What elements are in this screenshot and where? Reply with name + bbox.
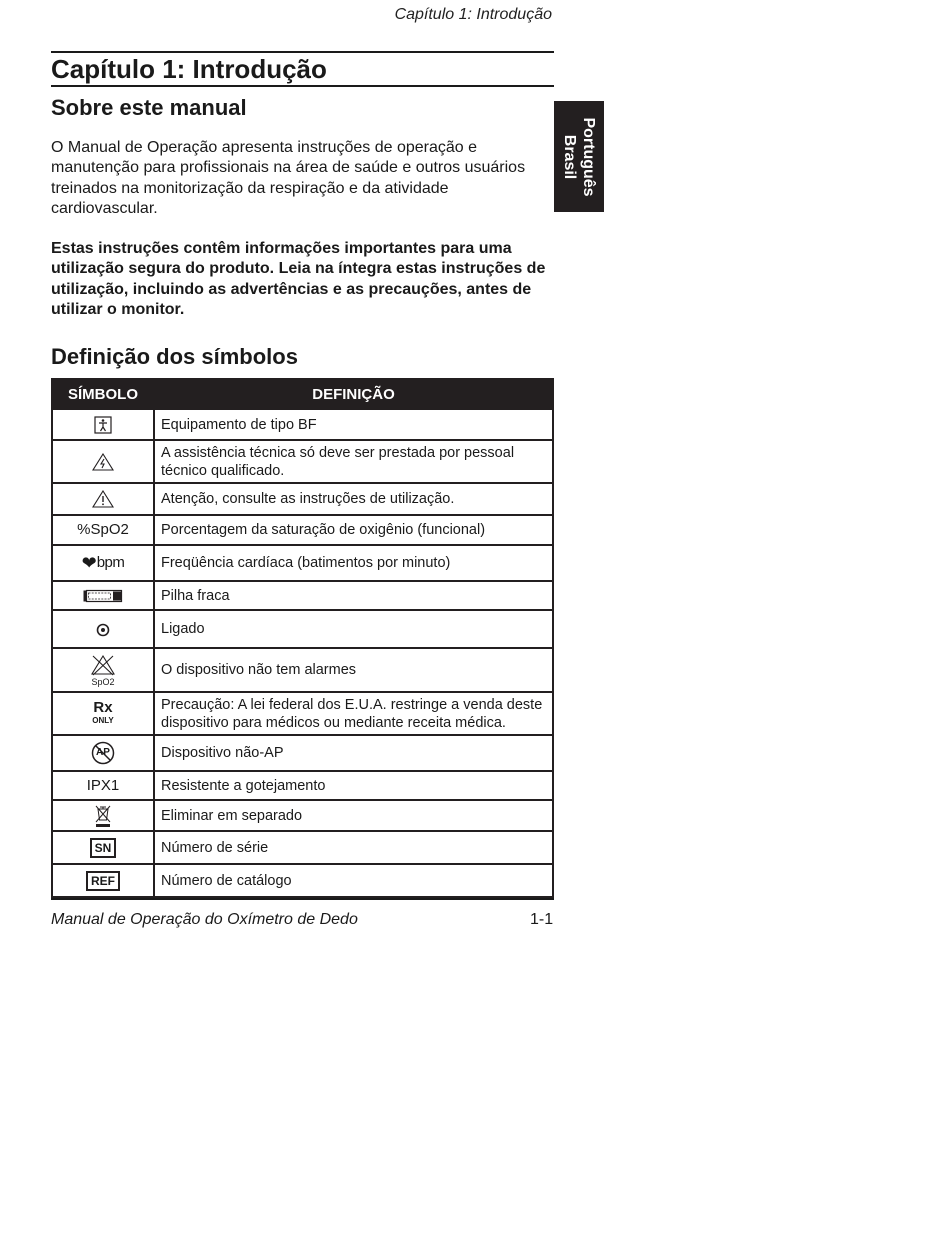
- table-row: [52, 648, 553, 692]
- weee-bin-icon: [94, 804, 112, 828]
- table-row: [52, 831, 553, 864]
- low-battery-icon: [83, 589, 123, 603]
- definition-cell: A assistência técnica só deve ser prestada por pessoal técnico qualificado.: [154, 440, 553, 483]
- table-row: [52, 771, 553, 800]
- symbol-cell: [52, 440, 154, 483]
- caution-icon: [92, 490, 114, 508]
- running-header: Capítulo 1: Introdução: [394, 6, 552, 23]
- definition-cell: O dispositivo não tem alarmes: [154, 648, 553, 692]
- definition-cell: Equipamento de tipo BF: [154, 409, 553, 440]
- symbol-cell: [52, 545, 154, 581]
- definition-cell: Freqüência cardíaca (batimentos por minuto): [154, 545, 553, 581]
- heart-bpm-icon: ❤bpm: [81, 553, 125, 574]
- definition-cell: Pilha fraca: [154, 581, 553, 610]
- table-row: [52, 545, 553, 581]
- serial-number-label: SN: [94, 840, 112, 855]
- table-row: [52, 581, 553, 610]
- language-tab-line2: Brasil: [561, 134, 578, 179]
- footer-title: Manual de Operação do Oxímetro de Dedo: [51, 911, 358, 928]
- bpm-label: bpm: [96, 554, 125, 572]
- symbol-cell: [52, 771, 154, 800]
- symbol-cell: [52, 735, 154, 771]
- language-tab: [554, 101, 604, 212]
- symbols-section-title: Definição dos símbolos: [51, 344, 298, 370]
- no-alarm-icon: [53, 654, 153, 687]
- definition-cell: Dispositivo não-AP: [154, 735, 553, 771]
- definition-cell: Atenção, consulte as instruções de utilização.: [154, 483, 553, 515]
- spo2-symbol: %SpO2: [77, 521, 129, 539]
- definition-cell: Resistente a gotejamento: [154, 771, 553, 800]
- rx-label: Rx: [93, 698, 113, 716]
- no-alarm-spo2-label: SpO2: [91, 676, 115, 687]
- type-bf-icon: [94, 416, 112, 434]
- symbol-cell: [52, 648, 154, 692]
- symbol-cell: [52, 515, 154, 545]
- column-header-definition: DEFINIÇÃO: [154, 379, 553, 409]
- symbol-cell: [52, 800, 154, 831]
- language-tab-line1: Português: [580, 116, 597, 197]
- table-row: [52, 864, 553, 897]
- page-number: 1-1: [530, 911, 554, 928]
- catalog-ref-label: REF: [91, 873, 115, 888]
- table-row: [52, 610, 553, 648]
- definition-cell: Porcentagem da saturação de oxigênio (funcional): [154, 515, 553, 545]
- chapter-title: Capítulo 1: Introdução: [51, 51, 554, 87]
- symbols-table: [51, 378, 554, 898]
- table-row: [52, 692, 553, 735]
- symbol-cell: [52, 864, 154, 897]
- electric-warning-icon: [92, 453, 114, 471]
- about-section-title: Sobre este manual: [51, 95, 247, 120]
- symbol-cell: [52, 831, 154, 864]
- rx-only-label: ONLY: [92, 715, 114, 725]
- about-paragraph: O Manual de Operação apresenta instruções de operação e manutenção para profissionais na área de saúde e outros usuários treinados na monitorização da respiração e da atividade cardiovascular.: [51, 139, 526, 217]
- table-row: [52, 483, 553, 515]
- catalog-ref-icon: [86, 871, 120, 891]
- non-ap-label: AP: [96, 747, 110, 759]
- symbols-table-header: [52, 379, 553, 409]
- table-row: [52, 800, 553, 831]
- footer-rule: [51, 898, 554, 900]
- page-content: [51, 51, 554, 898]
- definition-cell: Eliminar em separado: [154, 800, 553, 831]
- table-row: [52, 409, 553, 440]
- symbol-cell: [52, 409, 154, 440]
- safety-warning-paragraph: Estas instruções contêm informações importantes para uma utilização segura do produto. Leia na íntegra estas instruções de utilização, incluindo as advertências e as precauções, antes de utilizar o monitor.: [51, 240, 546, 319]
- column-header-symbol: SÍMBOLO: [52, 379, 154, 409]
- definition-cell: Número de série: [154, 831, 553, 864]
- symbol-cell: [52, 610, 154, 648]
- rx-only-icon: [53, 698, 153, 726]
- definition-cell: Precaução: A lei federal dos E.U.A. restringe a venda deste dispositivo para médicos ou mediante receita médica.: [154, 692, 553, 735]
- table-row: [52, 515, 553, 545]
- ipx1-symbol: IPX1: [86, 776, 120, 794]
- non-ap-icon: [91, 741, 115, 765]
- power-on-icon: [96, 623, 110, 637]
- definition-cell: Ligado: [154, 610, 553, 648]
- symbol-cell: [52, 483, 154, 515]
- table-row: [52, 735, 553, 771]
- serial-number-icon: [90, 838, 117, 858]
- symbol-cell: [52, 692, 154, 735]
- table-row: [52, 440, 553, 483]
- definition-cell: Número de catálogo: [154, 864, 553, 897]
- symbol-cell: [52, 581, 154, 610]
